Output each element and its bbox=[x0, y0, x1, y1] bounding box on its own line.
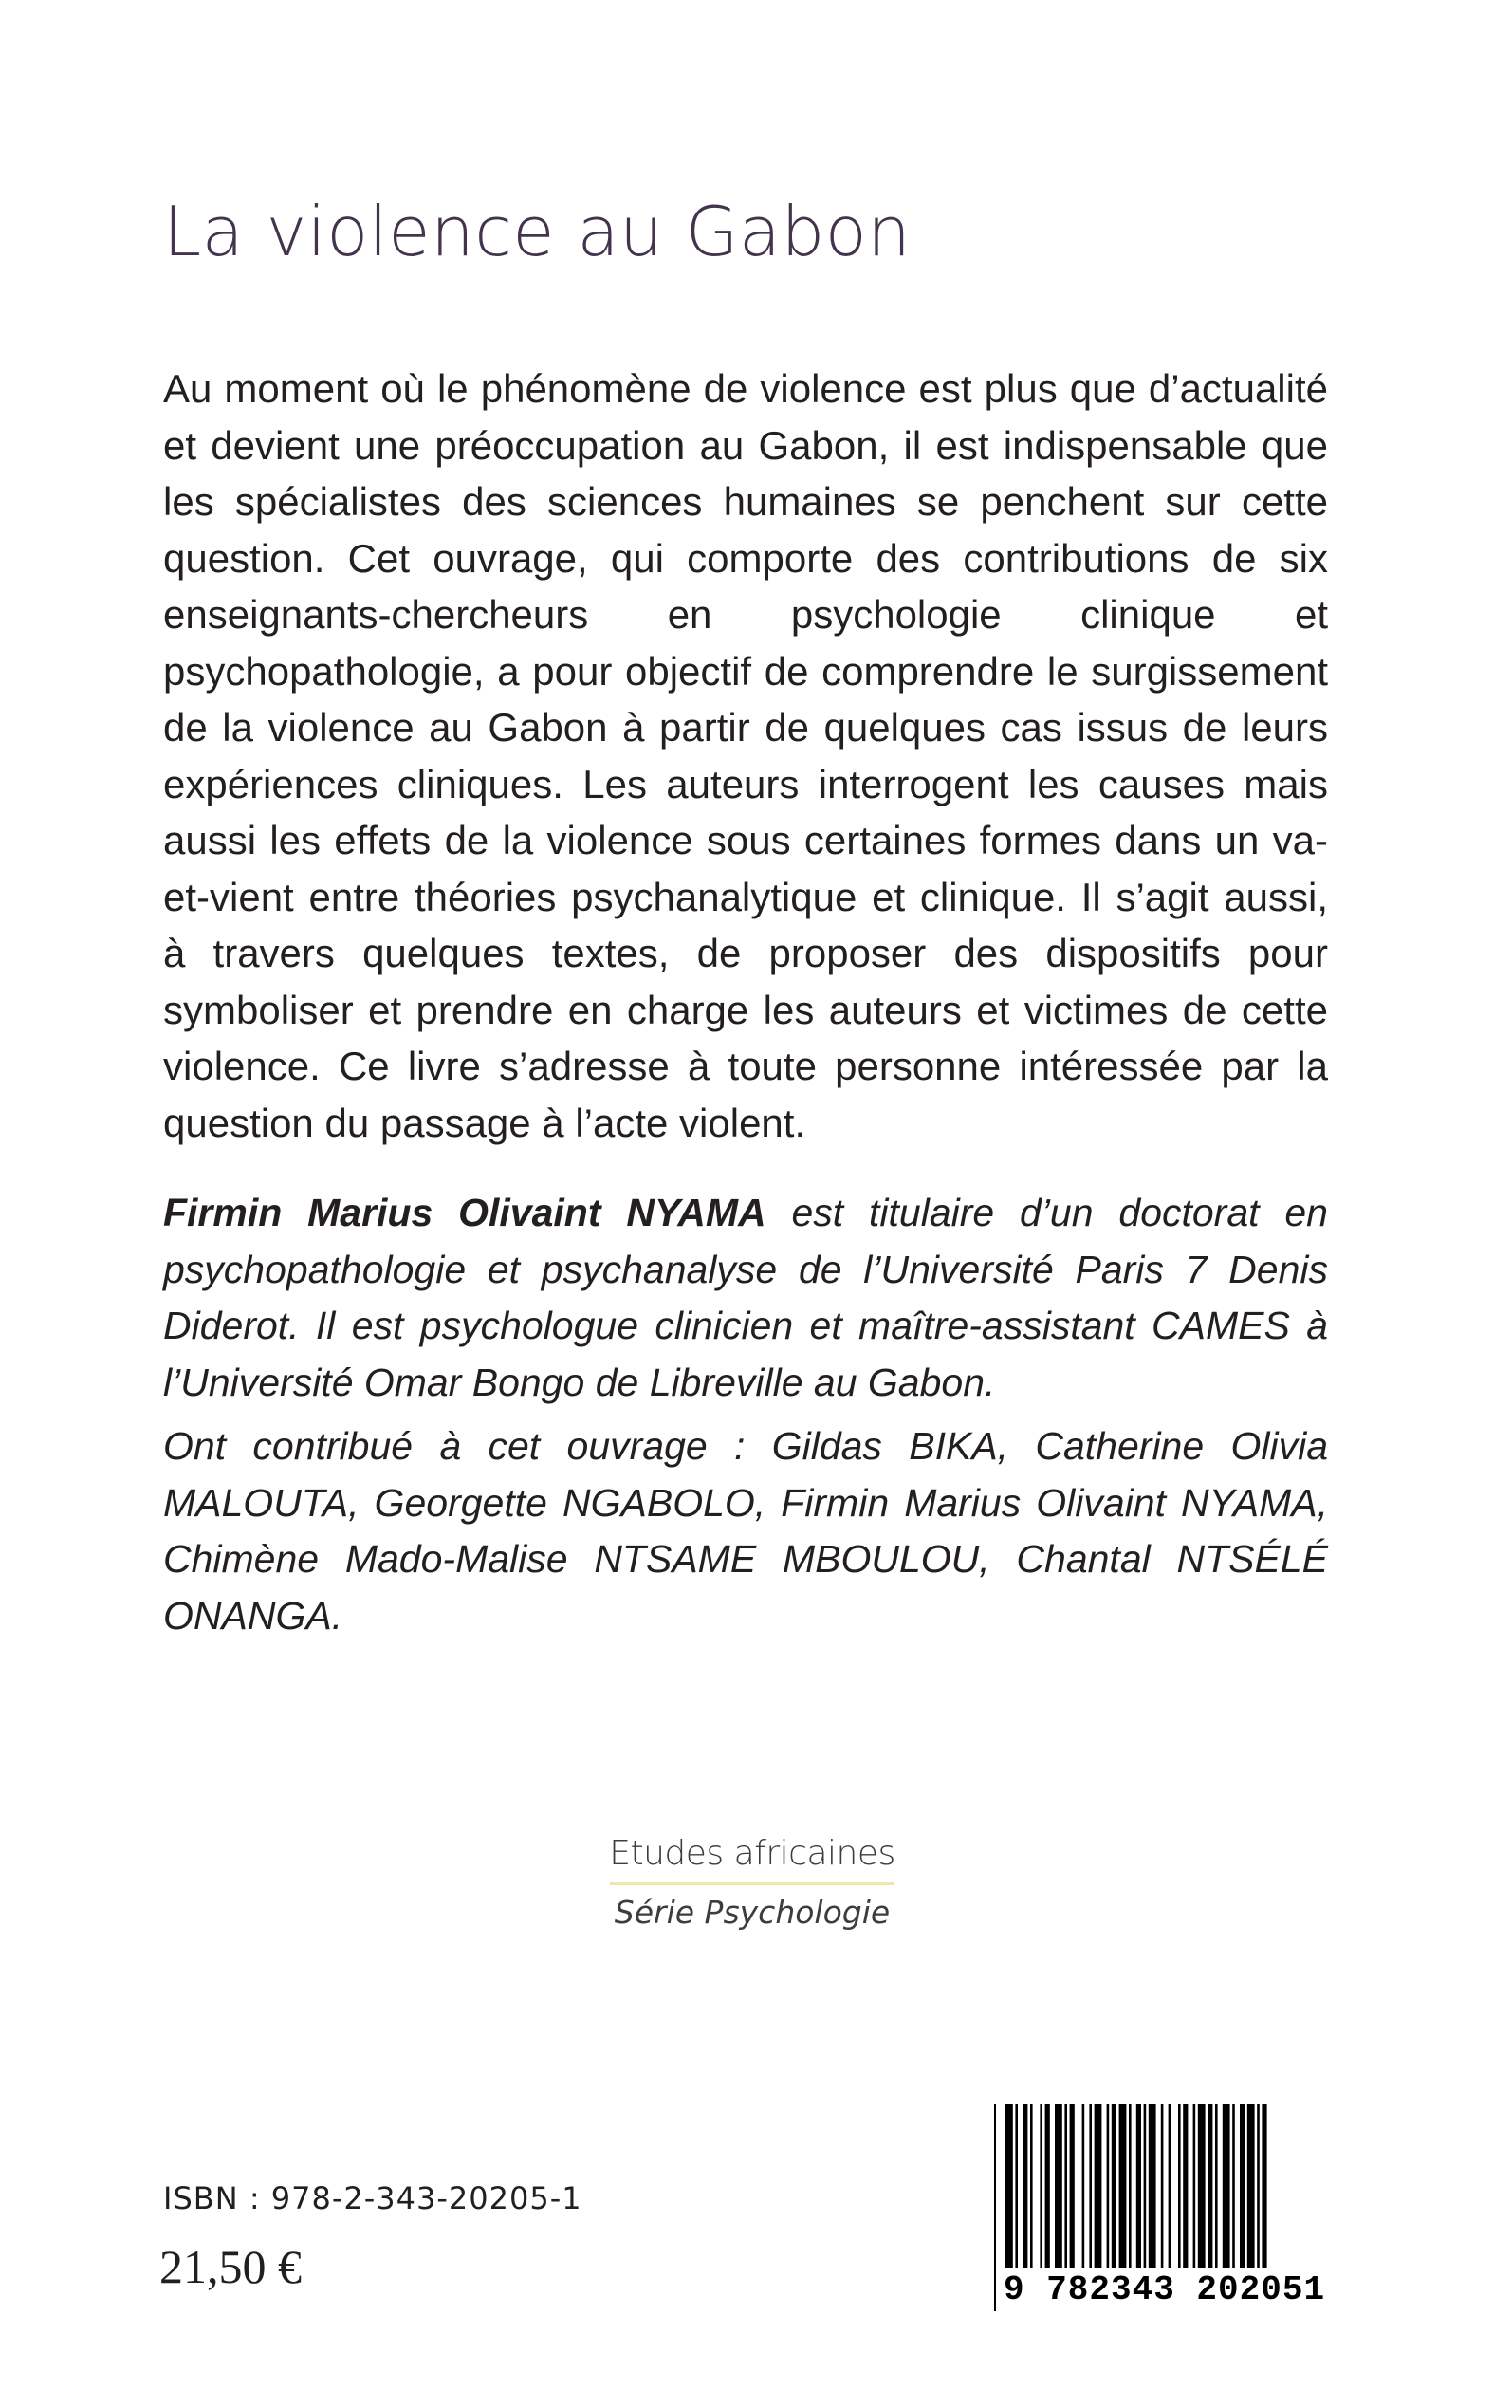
barcode-bar bbox=[1178, 2104, 1181, 2268]
book-summary: Au moment où le phénomène de violence est plus que d’actualité et devient une préoccupation au Gabon, il est indispensable que les spécialistes des sciences humaines se penchent sur cette question. Cet ouvrage, qui comporte des contributions de six enseignants-chercheurs en psychologie clinique et psychopathologie, a pour objectif de comprendre le surgissement de la violence au Gabon à partir de quelques cas issus de leurs expériences cliniques. Les auteurs interrogent les causes mais aussi les effets de la violence sous certaines formes dans un va-et-vient entre théories psychanalytique et clinique. Il s’agit aussi, à travers quelques textes, de proposer des dispositifs pour symboliser et prendre en charge les auteurs et victimes de cette violence. Ce livre s’adresse à toute personne intéressée par la question du passage à l’acte violent. bbox=[163, 366, 1328, 1145]
author-bio-text: est titulaire d’un doctorat en psychopathologie et psychanalyse de l’Université Paris 7 Denis Diderot. Il est psychologue clinicien et maître-assistant CAMES à l’Université Omar Bongo de Libreville au Gabon. bbox=[163, 1191, 1328, 1404]
barcode-bar bbox=[1215, 2104, 1218, 2268]
barcode bbox=[994, 2104, 1328, 2311]
barcode-bar bbox=[1169, 2104, 1171, 2268]
barcode-bar bbox=[1107, 2104, 1110, 2268]
barcode-bar bbox=[1023, 2104, 1027, 2268]
barcode-bar bbox=[1223, 2104, 1230, 2268]
barcode-bar bbox=[1144, 2104, 1147, 2268]
barcode-bar bbox=[1208, 2104, 1212, 2268]
barcode-digits: 9 782343 202051 bbox=[1004, 2270, 1326, 2309]
collection-name: Etudes africaines bbox=[609, 1834, 895, 1873]
barcode-bars bbox=[1005, 2104, 1323, 2268]
barcode-bar bbox=[1149, 2104, 1156, 2268]
barcode-bar bbox=[1045, 2104, 1050, 2268]
barcode-bar bbox=[1082, 2104, 1085, 2268]
barcode-bar bbox=[1198, 2104, 1206, 2268]
collection-series: Série Psychologie bbox=[614, 1894, 891, 1931]
barcode-bar bbox=[1262, 2104, 1266, 2268]
barcode-bar bbox=[1247, 2104, 1255, 2268]
book-price: 21,50 € bbox=[159, 2240, 302, 2293]
barcode-bar bbox=[1005, 2104, 1013, 2268]
barcode-bar bbox=[1119, 2104, 1127, 2268]
barcode-bar bbox=[1240, 2104, 1245, 2268]
contributors-list: Ont contribué à cet ouvrage : Gildas BIKA, Catherine Olivia MALOUTA, Georgette NGABOLO, Firmin Marius Olivaint NYAMA, Chimène Mado-Malise NTSAME MBOULOU, Chantal NTSÉLÉ ONANGA. bbox=[163, 1424, 1328, 1638]
collection-divider bbox=[610, 1882, 894, 1885]
barcode-bar bbox=[1161, 2104, 1164, 2268]
barcode-bar bbox=[1040, 2104, 1042, 2268]
barcode-bar bbox=[1193, 2104, 1196, 2268]
barcode-bar bbox=[1089, 2104, 1092, 2268]
barcode-bar bbox=[1129, 2104, 1132, 2268]
isbn-number: ISBN : 978-2-343-20205-1 bbox=[163, 2180, 582, 2216]
book-title: La violence au Gabon bbox=[163, 192, 912, 271]
barcode-bar bbox=[1055, 2104, 1062, 2268]
barcode-bar bbox=[1257, 2104, 1260, 2268]
barcode-bar bbox=[1183, 2104, 1188, 2268]
author-bio bbox=[163, 1185, 1328, 1411]
barcode-bar bbox=[1070, 2104, 1075, 2268]
barcode-bar bbox=[1064, 2104, 1067, 2268]
barcode-bar bbox=[1095, 2104, 1102, 2268]
barcode-bar bbox=[1112, 2104, 1116, 2268]
barcode-bar bbox=[1232, 2104, 1235, 2268]
barcode-bar bbox=[1015, 2104, 1018, 2268]
barcode-bar bbox=[1136, 2104, 1141, 2268]
barcode-bar bbox=[1030, 2104, 1033, 2268]
collection-logo bbox=[531, 1831, 973, 1933]
author-name: Firmin Marius Olivaint NYAMA bbox=[163, 1191, 766, 1234]
